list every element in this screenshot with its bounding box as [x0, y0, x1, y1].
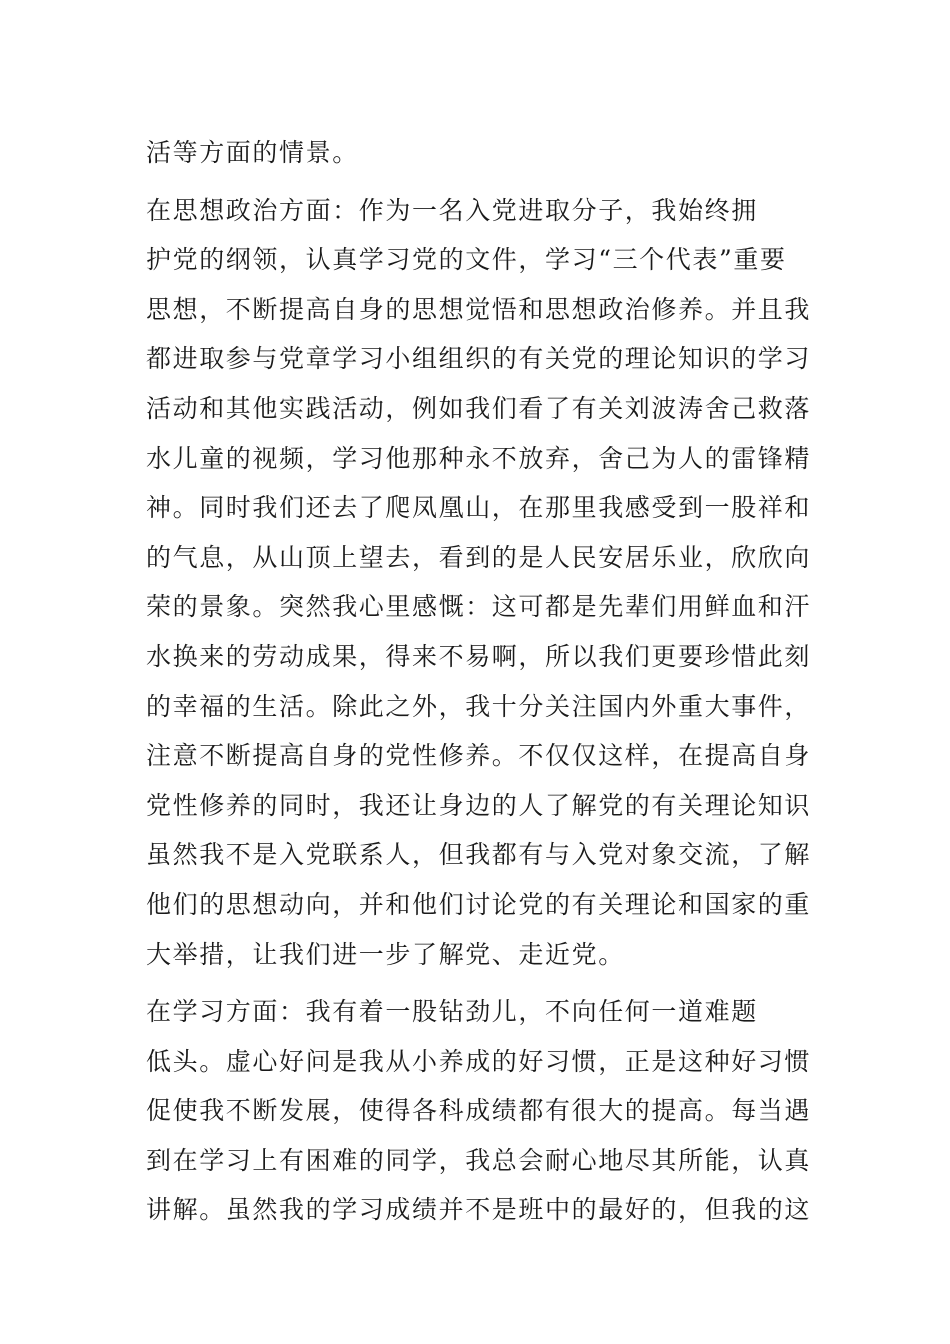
paragraph-line: 护党的纲领，认真学习党的文件，学习“三个代表”重要	[146, 245, 787, 275]
paragraph-line: 水儿童的视频，学习他那种永不放弃，舍己为人的雷锋精	[146, 443, 812, 473]
paragraph-line: 水换来的劳动成果，得来不易啊，所以我们更要珍惜此刻	[146, 641, 812, 671]
paragraph-line: 虽然我不是入党联系人，但我都有与入党对象交流，了解	[146, 840, 812, 870]
paragraph-line: 思想，不断提高自身的思想觉悟和思想政治修养。并且我	[146, 294, 812, 324]
paragraph-line: 他们的思想动向，并和他们讨论党的有关理论和国家的重	[146, 889, 812, 919]
paragraph-line: 到在学习上有困难的同学，我总会耐心地尽其所能，认真	[146, 1145, 812, 1175]
paragraph-line: 都进取参与党章学习小组组织的有关党的理论知识的学习	[146, 344, 812, 374]
paragraph-line: 活动和其他实践活动，例如我们看了有关刘波涛舍己救落	[146, 393, 812, 423]
paragraph-gap	[146, 979, 816, 987]
paragraph-gap	[146, 178, 816, 186]
paragraph-line: 神。同时我们还去了爬凤凰山，在那里我感受到一股祥和	[146, 493, 812, 523]
paragraph-line: 党性修养的同时，我还让身边的人了解党的有关理论知识	[146, 790, 812, 820]
paragraph-line: 注意不断提高自身的党性修养。不仅仅这样，在提高自身	[146, 741, 812, 771]
paragraph-line: 荣的景象。突然我心里感慨：这可都是先辈们用鲜血和汗	[146, 592, 812, 622]
paragraph-line: 低头。虚心好问是我从小养成的好习惯，正是这种好习惯	[146, 1046, 812, 1076]
paragraph-line: 的幸福的生活。除此之外，我十分关注国内外重大事件，	[146, 691, 812, 721]
paragraph-line: 的气息，从山顶上望去，看到的是人民安居乐业，欣欣向	[146, 542, 812, 572]
paragraph-line: 在思想政治方面：作为一名入党进取分子，我始终拥	[146, 195, 758, 225]
document-body	[146, 128, 816, 1235]
paragraph-line: 促使我不断发展，使得各科成绩都有很大的提高。每当遇	[146, 1096, 812, 1126]
paragraph-line: 活等方面的情景。	[146, 138, 359, 167]
paragraph-line: 大举措，让我们进一步了解党、走近党。	[146, 939, 625, 969]
paragraph-line: 讲解。虽然我的学习成绩并不是班中的最好的，但我的这	[146, 1195, 812, 1225]
paragraph-line: 在学习方面：我有着一股钻劲儿，不向任何一道难题	[146, 997, 758, 1027]
